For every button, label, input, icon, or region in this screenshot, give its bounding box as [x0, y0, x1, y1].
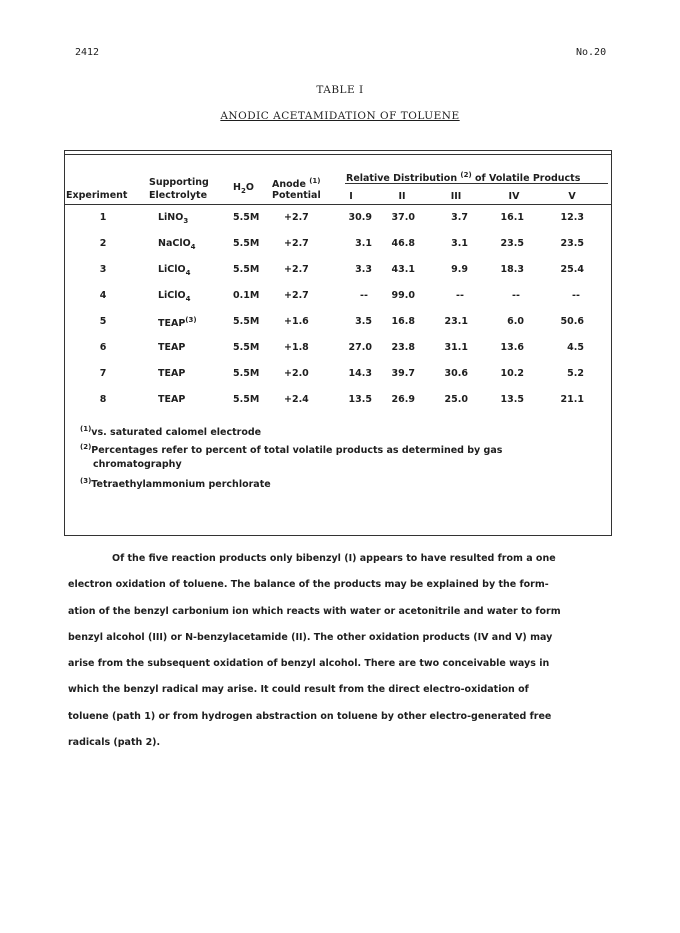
electrolyte-name: TEAP: [158, 342, 186, 353]
product-value: 23.5: [560, 238, 584, 249]
electrolyte-name: LiNO$_3$: [158, 212, 189, 225]
electrolyte-name: LiClO$_4$: [158, 264, 191, 277]
header-experiment: Experiment: [66, 190, 128, 201]
product-value: 25.4: [560, 264, 584, 275]
water-concentration: 0.1M: [233, 290, 260, 301]
product-value: 21.1: [560, 394, 584, 405]
product-value: --: [456, 290, 464, 301]
product-value: --: [512, 290, 520, 301]
product-value: 26.9: [391, 394, 415, 405]
product-value: 46.8: [391, 238, 415, 249]
product-value: 27.0: [348, 342, 372, 353]
water-concentration: 5.5M: [233, 264, 260, 275]
page-number: 2412: [75, 47, 100, 58]
footnote-3: $^{(3)}$Tetraethylammonium perchlorate: [80, 477, 271, 491]
water-concentration: 5.5M: [233, 238, 260, 249]
body-line: arise from the subsequent oxidation of benzyl alcohol. There are two conceivable ways in: [68, 658, 550, 670]
header-supporting: Supporting: [149, 177, 209, 188]
product-value: 10.2: [500, 368, 524, 379]
table-top-rule: [65, 154, 611, 155]
water-concentration: 5.5M: [233, 316, 260, 327]
product-value: 30.6: [444, 368, 468, 379]
product-value: 3.1: [451, 238, 468, 249]
anode-potential: +2.0: [284, 368, 309, 379]
product-value: 16.1: [500, 212, 524, 223]
product-value: 12.3: [560, 212, 584, 223]
anode-potential: +2.7: [284, 264, 309, 275]
footnote-2-continued: chromatography: [93, 459, 182, 470]
header-electrolyte: Electrolyte: [149, 190, 208, 201]
product-value: 3.3: [355, 264, 372, 275]
product-value: 18.3: [500, 264, 524, 275]
product-value: 3.1: [355, 238, 372, 249]
footnote-1: $^{(1)}$vs. saturated calomel electrode: [80, 425, 262, 439]
product-value: --: [572, 290, 580, 301]
product-value: 14.3: [348, 368, 372, 379]
water-concentration: 5.5M: [233, 342, 260, 353]
header-product-ii: II: [398, 191, 406, 202]
body-line: Of the five reaction products only bibenzyl (I) appears to have resulted from a one: [112, 553, 556, 564]
product-value: 23.8: [391, 342, 415, 353]
electrolyte-name: TEAP: [158, 368, 186, 379]
electrolyte-name: TEAP: [158, 394, 186, 405]
product-value: 23.5: [500, 238, 524, 249]
product-value: 43.1: [391, 264, 415, 275]
water-concentration: 5.5M: [233, 368, 260, 379]
product-value: 25.0: [444, 394, 468, 405]
anode-potential: +2.7: [284, 212, 309, 223]
header-bottom-rule: [64, 204, 612, 205]
journal-number: No.20: [576, 47, 607, 58]
product-value: 50.6: [560, 316, 584, 327]
product-value: 5.2: [567, 368, 584, 379]
header-product-i: I: [349, 191, 353, 202]
product-value: 99.0: [391, 290, 415, 301]
product-value: 4.5: [567, 342, 584, 353]
product-value: 3.5: [355, 316, 372, 327]
anode-potential: +1.6: [284, 316, 309, 327]
product-value: 30.9: [348, 212, 372, 223]
experiment-number: 2: [99, 238, 107, 249]
body-line: radicals (path 2).: [68, 737, 161, 749]
product-value: 13.5: [348, 394, 372, 405]
header-product-iv: IV: [508, 191, 520, 202]
product-value: 16.8: [391, 316, 415, 327]
product-value: 9.9: [451, 264, 468, 275]
body-line: benzyl alcohol (III) or N-benzylacetamide (II). The other oxidation products (IV and V) may: [68, 631, 553, 643]
body-line: which the benzyl radical may arise. It could result from the direct electro-oxidation of: [68, 684, 529, 696]
product-value: 13.6: [500, 342, 524, 353]
body-line: ation of the benzyl carbonium ion which reacts with water or acetonitrile and water to form: [68, 605, 561, 617]
product-value: 31.1: [444, 342, 468, 353]
body-line: toluene (path 1) or from hydrogen abstraction on toluene by other electro-generated free: [68, 710, 552, 722]
header-water: $H_2O$: [233, 182, 254, 195]
product-value: 13.5: [500, 394, 524, 405]
table-label: TABLE I: [316, 84, 364, 96]
anode-potential: +2.7: [284, 290, 309, 301]
experiment-number: 6: [99, 342, 107, 353]
experiment-number: 4: [99, 290, 107, 301]
electrolyte-name: NaClO$_4$: [158, 238, 196, 251]
product-value: 3.7: [451, 212, 468, 223]
header-relative-distribution: Relative Distribution $^{(2)}$ of Volatile Products: [346, 171, 581, 185]
experiment-number: 8: [99, 394, 107, 405]
water-concentration: 5.5M: [233, 394, 260, 405]
header-potential: Potential: [272, 190, 321, 201]
anode-potential: +2.4: [284, 394, 309, 405]
header-product-v: V: [568, 191, 576, 202]
table-title: ANODIC ACETAMIDATION OF TOLUENE: [220, 110, 460, 122]
product-value: --: [360, 290, 368, 301]
product-value: 37.0: [391, 212, 415, 223]
anode-potential: +1.8: [284, 342, 309, 353]
electrolyte-name: TEAP$^{(3)}$: [158, 316, 197, 330]
experiment-number: 3: [99, 264, 107, 275]
electrolyte-name: LiClO$_4$: [158, 290, 191, 303]
body-line: electron oxidation of toluene. The balance of the products may be explained by the form-: [68, 579, 549, 591]
header-anode: Anode $^{(1)}$: [272, 177, 321, 191]
header-product-iii: III: [450, 191, 462, 202]
product-value: 6.0: [507, 316, 524, 327]
experiment-number: 1: [99, 212, 107, 223]
anode-potential: +2.7: [284, 238, 309, 249]
water-concentration: 5.5M: [233, 212, 260, 223]
product-value: 23.1: [444, 316, 468, 327]
body-paragraph: [68, 546, 600, 756]
product-value: 39.7: [391, 368, 415, 379]
experiment-number: 7: [99, 368, 107, 379]
footnote-2: $^{(2)}$Percentages refer to percent of total volatile products as determined by gas: [80, 443, 503, 457]
experiment-number: 5: [99, 316, 107, 327]
